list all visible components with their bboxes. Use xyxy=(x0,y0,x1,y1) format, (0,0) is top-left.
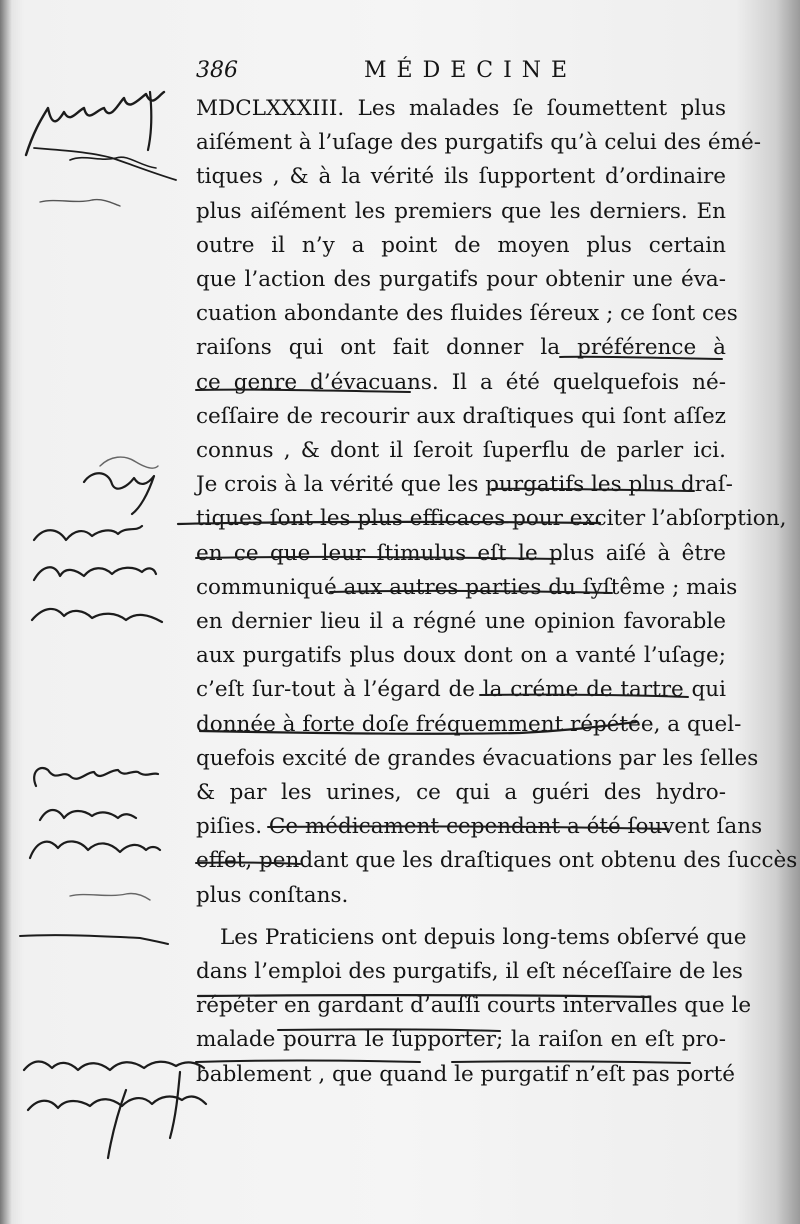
body-text xyxy=(196,92,798,1092)
text-line: raiſons qui ont fait donner la préférence à xyxy=(196,335,726,361)
text-line: piſies. Ce médicament cependant a été ſouvent ſans xyxy=(196,814,763,840)
text-line: tiques , & à la vérité ils ſupportent d’ordinaire xyxy=(196,164,726,190)
text-line: outre il n’y a point de moyen plus certain xyxy=(196,232,726,258)
text-line: plus conſtans. xyxy=(196,882,349,908)
text-line: quefois excité de grandes évacuations par les ſelles xyxy=(196,745,759,771)
text-line: malade pourra le ſupporter; la raiſon en eſt pro- xyxy=(196,1027,726,1053)
text-line: MDCLXXXIII. Les malades ſe ſoumettent plus xyxy=(196,96,726,121)
text-line: & par les urines, ce qui a guéri des hydro- xyxy=(196,780,726,806)
text-line: bablement , que quand le purgatif n’eſt pas porté xyxy=(196,1061,735,1087)
page-header xyxy=(196,58,736,88)
handwritten-note-purgatifs xyxy=(26,92,176,206)
handwritten-note-repeter-purgatifs xyxy=(24,1062,206,1159)
text-line: donnée à forte doſe fréquemment répétée, a quel- xyxy=(196,711,742,737)
text-line: aiſément à l’uſage des purgatifs qu’à celui des émé- xyxy=(196,130,762,156)
text-line: Les Praticiens ont depuis long-tems obſervé que xyxy=(220,924,747,950)
text-line: répéter en gardant d’auſſi courts intervalles que le xyxy=(196,993,752,1019)
text-line: c’eſt ſur-tout à l’égard de la créme de tartre qui xyxy=(196,677,726,703)
text-line: ceſſaire de recourir aux draſtiques qui ſont aſſez xyxy=(196,403,726,429)
text-line: en ce que leur ſtimulus eſt le plus aiſé à être xyxy=(196,540,726,566)
handwritten-note-les-plus-drastiques xyxy=(32,457,162,622)
text-line: cuation abondante des fluides ſéreux ; ce ſont ces xyxy=(196,301,738,327)
page-gutter xyxy=(0,0,12,1224)
text-line: plus aiſément les premiers que les derniers. En xyxy=(196,198,726,224)
text-line: communiqué aux autres parties du ſyſtême ; mais xyxy=(196,574,738,600)
page-number: 386 xyxy=(196,58,238,83)
text-line: que l’action des purgatifs pour obtenir une éva- xyxy=(196,267,726,293)
text-line: ce genre d’évacuans. Il a été quelquefois né- xyxy=(196,369,726,395)
text-line: dans l’emploi des purgatifs, il eſt néceſſaire de les xyxy=(196,959,743,985)
running-head: MÉDECINE xyxy=(364,58,578,83)
text-line: aux purgatifs plus doux dont on a vanté l’uſage; xyxy=(196,643,726,669)
text-line: effet, pendant que les draſtiques ont obtenu des ſuccès xyxy=(196,848,798,874)
text-line: tiques ſont les plus efficaces pour exciter l’abſorption, xyxy=(196,506,787,532)
text-line: en dernier lieu il a régné une opinion favorable xyxy=(196,609,726,635)
handwritten-note-creme-de-tartre xyxy=(20,768,168,944)
text-line: Je crois à la vérité que les purgatifs les plus draſ- xyxy=(196,472,733,498)
text-line: connus , & dont il ſeroit ſuperflu de parler ici. xyxy=(196,438,726,464)
